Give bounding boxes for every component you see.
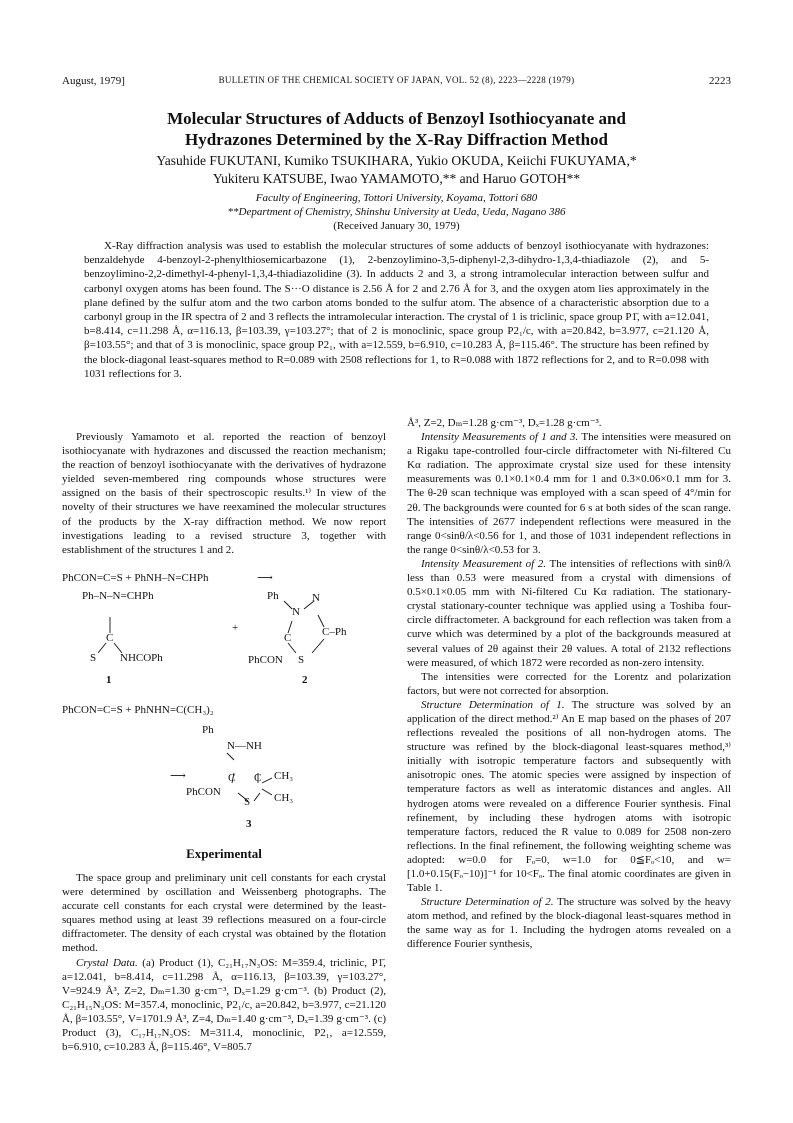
paper-title (62, 108, 731, 150)
compound-2-label: 2 (302, 673, 308, 686)
affiliation-2: **Department of Chemistry, Shinshu University at Ueda, Ueda, Nagano 386 (227, 206, 566, 218)
intro-paragraph: Previously Yamamoto et al. reported the reaction of benzoyl isothiocyanate with hydrazones and discussed the reaction mechanism; the reaction of benzoyl isothiocyanate with the derivatives of hydrazone yielded seven-membered ring compounds whose structures were assigned on the basis of their spectroscopic results.¹⁾ In view of the novelty of their structures we have reexamined the molecular structures of the products by the X-ray diffraction method. We now report investigations leading to a revised structure 3, together with establishment of the structures 1 and 2. (62, 431, 386, 556)
scheme-arrow-2: ⟶ (170, 769, 186, 782)
header-journal: BULLETIN OF THE CHEMICAL SOCIETY OF JAPAN, VOL. 52 (8), 2223—2228 (1979) (218, 75, 575, 85)
compound-3-c1: C (228, 771, 236, 784)
compound-1-label: 1 (106, 673, 112, 686)
compound-3-methyl-b: CH₃ (274, 791, 294, 804)
scheme-plus: + (232, 621, 239, 634)
left-column (62, 430, 386, 1054)
compound-2-n2: N (312, 591, 320, 604)
scheme-reactants-1: PhCON=C=S + PhNH–N=CHPh (62, 571, 209, 584)
reaction-scheme (62, 557, 386, 837)
running-header (62, 75, 731, 91)
structure-1-paragraph (407, 698, 731, 895)
crystal-data-label: Crystal Data. (76, 956, 138, 969)
authors-line-1: Yasuhide FUKUTANI, Kumiko TSUKIHARA, Yukio OKUDA, Keiichi FUKUYAMA,* (156, 153, 637, 168)
compound-2-n1: N (292, 605, 300, 618)
compound-3-c2: C (254, 771, 262, 784)
compound-1-amide: NHCOPh (120, 651, 163, 664)
crystal-data-text: (a) Product (1), C₂₁H₁₇N₃OS: M=359.4, triclinic, P1̄, a=12.041, b=8.414, c=11.298 Å, α=116.13, β=103.39, γ=103.27°, V=924.9 Å³, Z=2, Dₘ=1.30 g·cm⁻³, Dₓ=1.29 g·cm⁻³. (b) Product (2), C₂₁H₁₅N₃OS: M=357.4, monoclinic, P2₁/c, a=20.842, b=3.977, c=21.120 Å, β=103.55°, V=1701.9 Å³, Z=4, Dₘ=1.40 g·cm⁻³, Dₓ=1.39 g·cm⁻³. (c) Product (3), C₁₇H₁₇N₃OS: M=311.4, monoclinic, P2₁, a=12.559, b=6.910, c=10.283 Å, β=115.46°, V=805.7 (62, 956, 386, 1054)
compound-1-carbon: C (106, 631, 114, 644)
compound-2-phenyl: Ph (267, 589, 279, 602)
compound-3-sulfur: S (244, 795, 251, 808)
title-line-2: Hydrazones Determined by the X-Ray Diffraction Method (184, 130, 609, 149)
compound-2-sulfur: S (298, 653, 305, 666)
compound-1-sulfur: S (90, 651, 97, 664)
structure-2-paragraph (407, 895, 731, 951)
author-list (62, 152, 731, 188)
right-column (407, 416, 731, 952)
experimental-heading: Experimental (186, 845, 262, 861)
compound-3-ring-n: N—NH (227, 739, 262, 752)
affiliation-1: Faculty of Engineering, Tottori University, Koyama, Tottori 680 (255, 192, 538, 204)
compound-3-methyl-a: CH₃ (274, 769, 294, 782)
compound-3-label: 3 (246, 817, 252, 830)
header-page-number: 2223 (709, 75, 731, 87)
corrections-paragraph: The intensities were corrected for the Lorentz and polarization factors, but were not corrected for absorption. (407, 670, 731, 697)
received-date: (Received January 30, 1979) (333, 220, 460, 232)
structure-1-text: The structure was solved by an application of the direct method.²⁾ An E map based on the phases of 207 reflections revealed the positions of all non-hydrogen atoms. The structure was refined by the block-diagonal least-squares method,³⁾ initially with isotropic temperature factors and subsequently with anisotropic ones. The atomic species were assigned by inspection of temperature factors as well as interatomic distances and angles. All hydrogen atoms were revealed on a difference Fourier synthesis. Final refinement, by including these hydrogen atoms with isotropic temperature factors, reduced the R value to 0.089 for 2508 non-zero reflections. In the final refinement, the following weighting scheme was adopted: w=0.0 for Fₒ=0, w=1.0 for 0≦Fₒ<10, and w=[1.0+0.15(Fₒ−10)]⁻¹ for 10<Fₒ. The final atomic coordinates are given in Table 1. (407, 698, 731, 895)
abstract-text: X-Ray diffraction analysis was used to establish the molecular structures of some adducts of benzoyl isothiocyanate with hydrazones: benzaldehyde 4-benzoyl-2-phenylthiosemicarbazone (1), 2-benzoylimino-3,5-diphenyl-2,3-dihydro-1,3,4-thiadiazole (2), and 5-benzoylimino-2,2-dimethyl-4-phenyl-1,3,4-thiadiazolidine (3). In adducts 2 and 3, a strong intramolecular interaction between sulfur and carbonyl oxygen atoms has been found. The S···O distance is 2.56 Å for 2 and 2.76 Å for 3, and the oxygen atom lies approximately in the plane defined by the sulfur atom and the two carbon atoms bonded to the sulfur atom. The absence of a characteristic absorption due to a carbonyl group in the IR spectra of 2 and 3 reflects the intramolecular interaction. The crystal of 1 is triclinic, space group P1̄, with a=12.041, b=8.414, c=11.298 Å, α=116.13, β=103.39, γ=103.27°; that of 2 is monoclinic, space group P2₁/c, with a=20.842, b=3.977, c=21.120 Å, β=103.55°; and that of 3 is monoclinic, space group P2₁, with a=12.559, b=6.910, c=10.283 Å, β=115.46°. The structure has been refined by the block-diagonal least-squares method to R=0.089 with 2508 reflections for 1, to R=0.088 with 1872 reflections for 2, and to R=0.098 with 1031 reflections for 3. (84, 240, 709, 380)
compound-2-phcon: PhCON (248, 653, 283, 666)
intensity-1-3-paragraph (407, 430, 731, 557)
experimental-paragraph: The space group and preliminary unit cell constants for each crystal were determined by oscillation and Weissenberg photographs. The accurate cell constants for each crystal were determined by the least-squares method using at least 39 reflections measured on a four-circle diffractometer. The density of each crystal was obtained by the flotation method. (62, 871, 386, 955)
compound-2-carbon: C (284, 631, 292, 644)
structure-1-label: Structure Determination of 1. (421, 698, 565, 711)
crystal-data-continued: Å³, Z=2, Dₘ=1.28 g·cm⁻³, Dₓ=1.28 g·cm⁻³. (407, 417, 602, 429)
structure-2-label: Structure Determination of 2. (421, 896, 554, 909)
abstract (84, 239, 709, 381)
intensity-2-paragraph (407, 557, 731, 670)
scheme-arrow-1: ⟶ (257, 571, 273, 584)
structure-2-text: The structure was solved by the heavy atom method, and refined by the block-diagonal least-squares method in the same way as for 1. Including the hydrogen atoms revealed on a difference Fourier synthesis, (407, 896, 731, 951)
authors-line-2: Yukiteru KATSUBE, Iwao YAMAMOTO,** and Haruo GOTOH** (212, 171, 581, 186)
compound-2-cph: C–Ph (322, 625, 347, 638)
compound-3-phenyl: Ph (202, 723, 214, 736)
intensity-2-text: The intensities of reflections with sinθ/λ less than 0.53 were measured from a crystal with dimensions of 0.5×0.1×0.05 mm with Ni-filtered Cu Kα radiation. The stationary-crystal stationary-counter technique was applied using a Toshiba four-circle diffractometer. A background for each reflection was taken from a curve which was determined by a plot of the backgrounds measured at several values of 2θ against their 2θ values. A total of 2132 reflections were measured, of which 1872 were recorded as non-zero intensity. (407, 557, 731, 669)
intensity-1-3-label: Intensity Measurements of 1 and 3. (421, 431, 579, 444)
crystal-data-paragraph (62, 956, 386, 1055)
header-date: August, 1979] (62, 75, 125, 87)
compound-3-phcon: PhCON (186, 785, 221, 798)
affiliations (62, 191, 731, 233)
scheme-reactants-2: PhCON=C=S + PhNHN=C(CH₃)₂ (62, 703, 214, 716)
title-line-1: Molecular Structures of Adducts of Benzoyl Isothiocyanate and (167, 109, 626, 128)
intensity-2-label: Intensity Measurement of 2. (421, 557, 547, 570)
compound-1-top: Ph–N–N=CHPh (82, 589, 154, 602)
intensity-1-3-text: The intensities were measured on a Rigaku tape-controlled four-circle diffractometer with Ni-filtered Cu Kα radiation. The approximate crystal size used for these intensity measurements was 0.1×0.1×0.4 mm for 1 and 0.3×0.06×0.1 mm for 3. The θ-2θ scan technique was employed with a scan speed of 4°/min for 2θ. The backgrounds were counted for 6 s at both sides of the scan range. The intensities of 2677 independent reflections were measured in the range 0<sinθ/λ<0.56 for 1, and those of 1031 independent reflections in the range 0<sinθ/λ<0.53 for 3. (407, 431, 731, 556)
